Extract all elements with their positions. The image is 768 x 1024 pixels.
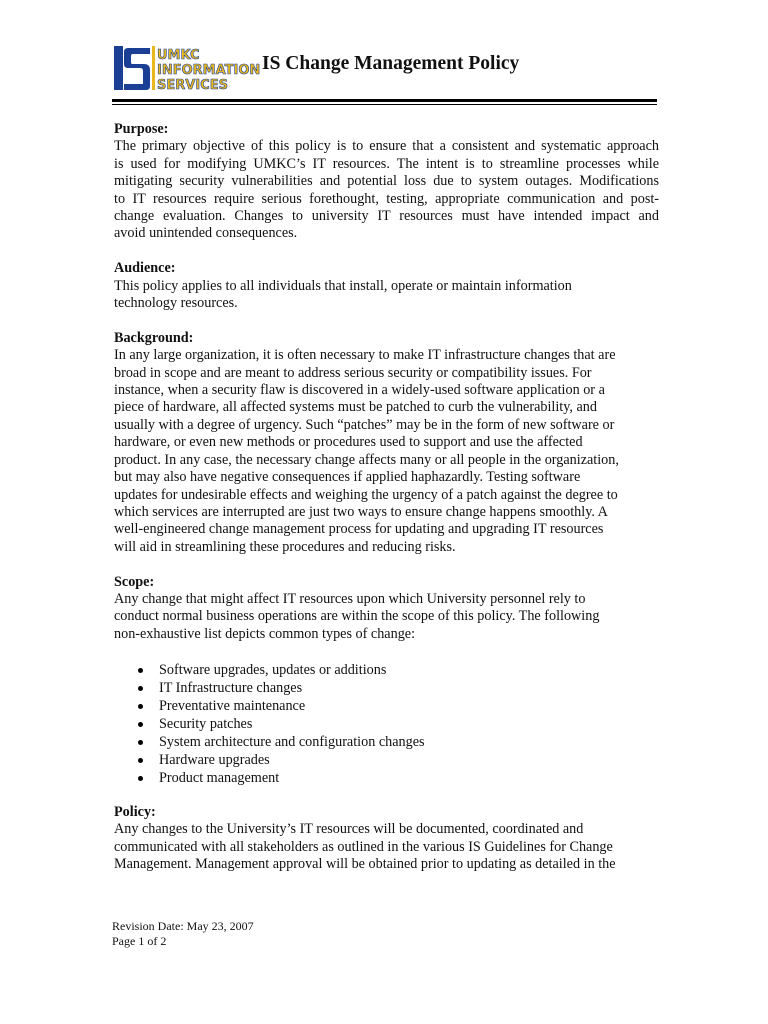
policy-line: Any changes to the University’s IT resources will be documented, coordinated and [114,821,584,838]
background-line: In any large organization, it is often necessary to make IT infrastructure changes that are [114,347,616,364]
document-body [114,121,659,891]
scope-heading: Scope: [114,573,155,590]
scope-section [114,574,659,787]
document-title: IS Change Management Policy [262,53,520,74]
document-header [112,44,657,94]
background-line: well-engineered change management process for updating and upgrading IT resources [114,521,604,538]
page-number: Page 1 of 2 [112,934,167,948]
policy-paragraph [114,821,659,873]
background-line: broad in scope and are meant to address serious security or compatibility issues. For [114,364,592,381]
list-item [114,661,659,679]
list-item-text: Product management [159,769,280,786]
umkc-information-services-logo [112,44,262,92]
audience-heading: Audience: [114,260,176,277]
background-paragraph [114,347,659,556]
page-footer [112,919,254,949]
audience-line: technology resources. [114,295,238,312]
bullet-icon [138,668,143,673]
purpose-line: change evaluation. Changes to university IT resources must have intended impact and [114,208,659,225]
scope-line: Any change that might affect IT resources upon which University personnel rely to [114,590,586,607]
list-item-text: System architecture and configuration changes [159,733,425,750]
purpose-line: to IT resources require serious forethought, testing, appropriate communication and post- [114,190,659,207]
list-item-text: Preventative maintenance [159,697,306,714]
audience-paragraph [114,278,659,313]
audience-section [114,260,659,312]
bullet-icon [138,686,143,691]
background-line: piece of hardware, all affected systems must be patched to curb the vulnerability, and [114,399,597,416]
policy-heading: Policy: [114,803,156,820]
list-item-text: Software upgrades, updates or additions [159,661,387,678]
scope-line: conduct normal business operations are within the scope of this policy. The following [114,608,600,625]
background-line: which services are interrupted are just two ways to ensure change happens smoothly. A [114,503,608,520]
list-item [114,715,659,733]
bullet-icon [138,704,143,709]
list-item [114,733,659,751]
purpose-paragraph [114,138,659,242]
list-item [114,679,659,697]
bullet-icon [138,758,143,763]
header-divider-thin [112,104,657,105]
background-line: instance, when a security flaw is discovered in a widely-used software application or a [114,382,605,399]
background-heading: Background: [114,329,194,346]
scope-line: non-exhaustive list depicts common types of change: [114,625,416,642]
purpose-heading: Purpose: [114,121,169,137]
scope-paragraph [114,591,659,643]
svg-text:UMKC: UMKC [157,48,200,63]
background-line: but may also have negative consequences if applied haphazardly. Testing software [114,469,581,486]
header-divider-thick [112,99,657,102]
background-line: hardware, or even new methods or procedures used to support and use the affected [114,434,583,451]
purpose-line: is used for modifying UMKC’s IT resources. The intent is to streamline processes while [114,155,659,172]
bullet-icon [138,776,143,781]
policy-section [114,804,659,874]
background-line: will aid in streamlining these procedures and reducing risks. [114,538,456,555]
policy-line: Management. Management approval will be obtained prior to updating as detailed in the [114,856,616,873]
bullet-icon [138,722,143,727]
purpose-line: mitigating security vulnerabilities and potential loss due to system outages. Modifications [114,173,659,190]
background-line: updates for undesirable effects and weighing the urgency of a patch against the degree to [114,486,618,503]
revision-date: Revision Date: May 23, 2007 [112,919,254,933]
list-item [114,769,659,787]
list-item-text: Hardware upgrades [159,751,270,768]
list-item [114,751,659,769]
svg-text:SERVICES: SERVICES [157,78,228,92]
bullet-icon [138,740,143,745]
change-types-list [114,661,659,787]
background-line: product. In any case, the necessary change affects many or all people in the organization, [114,451,619,468]
policy-line: communicated with all stakeholders as outlined in the various IS Guidelines for Change [114,838,613,855]
background-section [114,330,659,556]
purpose-line: avoid unintended consequences. [114,225,298,242]
list-item [114,697,659,715]
list-item-text: Security patches [159,715,253,732]
purpose-section [114,121,659,243]
purpose-line: The primary objective of this policy is to ensure that a consistent and systematic approach [114,138,659,155]
audience-line: This policy applies to all individuals that install, operate or maintain information [114,277,572,294]
svg-text:INFORMATION: INFORMATION [157,63,261,78]
list-item-text: IT Infrastructure changes [159,679,303,696]
background-line: usually with a degree of urgency. Such “patches” may be in the form of new software or [114,416,615,433]
